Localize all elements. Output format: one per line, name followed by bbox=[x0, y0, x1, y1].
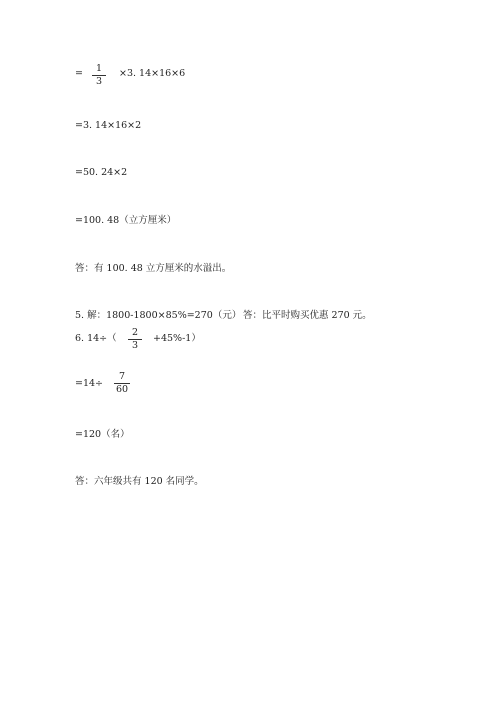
step-6-1-expression: =14÷ bbox=[75, 378, 104, 389]
answer-6: 答：六年级共有 120 名同学。 bbox=[75, 476, 204, 487]
fraction-two-thirds bbox=[128, 328, 142, 351]
step-3-expression: =50. 24×2 bbox=[75, 167, 128, 178]
fraction-denominator: 60 bbox=[115, 384, 129, 395]
step-1-expression: ×3. 14×16×6 bbox=[119, 68, 186, 79]
problem-6-expression: 6. 14÷（ bbox=[75, 333, 117, 344]
step-4-result: =100. 48（立方厘米） bbox=[75, 215, 177, 226]
fraction-one-third bbox=[92, 64, 106, 87]
fraction-denominator: 3 bbox=[95, 76, 103, 87]
fraction-numerator: 1 bbox=[95, 63, 103, 74]
problem-6-expression-rest: +45%-1） bbox=[153, 333, 201, 344]
answer-4: 答：有 100. 48 立方厘米的水溢出。 bbox=[75, 263, 232, 274]
fraction-seven-sixtieths bbox=[114, 372, 130, 395]
step-2-expression: =3. 14×16×2 bbox=[75, 120, 142, 131]
problem-5-solution: 5. 解：1800-1800×85%=270（元） bbox=[75, 310, 242, 321]
step-equals-sign: = bbox=[75, 68, 83, 79]
fraction-denominator: 3 bbox=[131, 340, 139, 351]
fraction-numerator: 2 bbox=[131, 327, 139, 338]
step-6-2-result: =120（名） bbox=[75, 429, 130, 440]
fraction-numerator: 7 bbox=[118, 371, 126, 382]
answer-5: 答：比平时购买优惠 270 元。 bbox=[243, 310, 372, 321]
